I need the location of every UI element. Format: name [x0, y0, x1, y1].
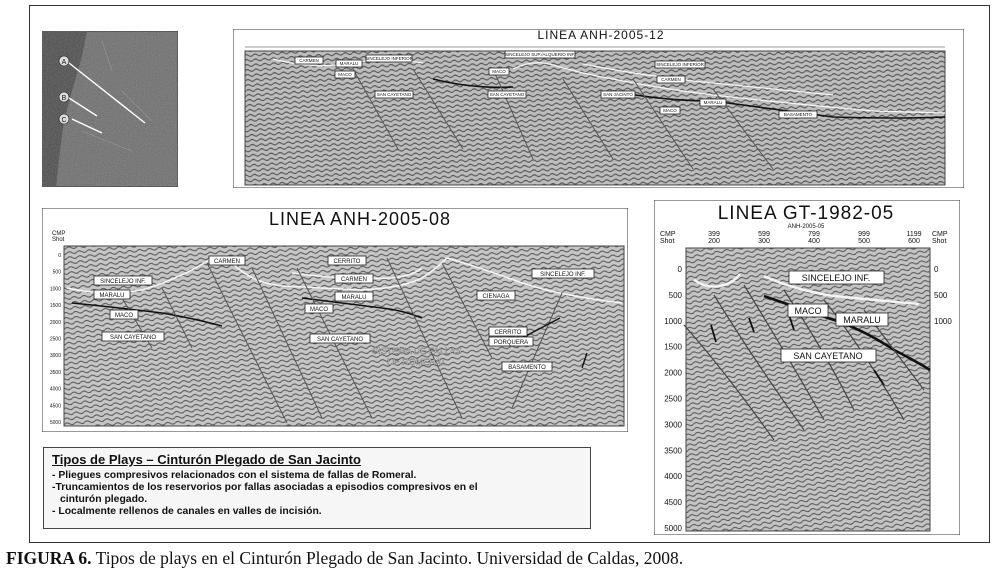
legend-item: - Pliegues compresivos relacionados con el sistema de fallas de Romeral. [52, 470, 417, 481]
section-left-depth-tick-2000: 2000 [49, 319, 61, 326]
section-top-label-san-cayetano: SAN CAYETANO [376, 92, 412, 97]
section-right-depth-tick-r-500: 500 [934, 291, 948, 300]
section-right-shot-value: 200 [708, 238, 720, 245]
section-top-label-carmen-2: CARMEN [661, 77, 681, 82]
section-left-depth-tick-4500: 4500 [49, 403, 61, 410]
section-left-cmp-label: CMP [52, 231, 66, 237]
section-left-label-porquera: PORQUERA [493, 340, 529, 346]
section-top-label-sincelejo-inferior: SINCELEJO INFERIOR [365, 56, 413, 61]
section-right-depth-tick-4500: 4500 [664, 498, 682, 508]
section-right-depth-tick-2000: 2000 [664, 368, 682, 378]
section-right-cmp-value: 599 [758, 231, 770, 238]
section-left-depth-tick-4000: 4000 [49, 386, 61, 393]
section-left-label-maco-2: MACO [310, 307, 328, 313]
section-right-depth-tick-4000: 4000 [664, 472, 682, 482]
section-left-label-san-cayetano: SAN CAYETANO [109, 335, 157, 341]
section-right-depth-tick-5000: 5000 [664, 524, 682, 533]
section-right-cmp-value: 1199 [906, 231, 922, 238]
section-left-depth-tick-2500: 2500 [49, 336, 61, 343]
legend-item: - Localmente rellenos de canales en valles de incisión. [52, 506, 322, 517]
section-top-label-maco: MACO [338, 72, 352, 77]
section-left-label-sincelejo-inf: SINCELEJO INF. [100, 279, 146, 285]
location-map [42, 31, 178, 187]
section-right-subtitle: ANH-2005-05 [787, 224, 825, 230]
section-right-depth-tick-3000: 3000 [664, 420, 682, 430]
section-right-shot-value: 400 [808, 238, 820, 245]
section-top-label-san-cayetano-2: SAN CAYETANO [489, 92, 525, 97]
section-left-label-cerrito: CERRITO [333, 259, 361, 265]
section-top-label-maralu-2: MARALU [703, 100, 723, 105]
section-right-label-sincelejo-inf: SINCELEJO INF. [801, 273, 871, 283]
section-right-title: LINEA GT-1982-05 [717, 203, 895, 224]
section-left-label-carmen: CARMEN [213, 259, 241, 265]
section-left-depth-tick-500: 500 [52, 269, 61, 276]
figure-caption [6, 548, 683, 569]
section-left-label-carmen-2: CARMEN [340, 277, 368, 283]
section-right-depth-tick-0: 0 [677, 265, 682, 274]
section-top-label-san-jacinto: SAN JACINTO [603, 92, 633, 97]
section-left-label-maco: MACO [115, 313, 133, 319]
section-left-label-maralu: MARALU [99, 293, 125, 299]
section-left-depth-tick-3000: 3000 [49, 353, 61, 360]
section-right-depth-tick-r-0: 0 [934, 265, 939, 274]
seismic-section-anh-2005-12 [233, 29, 964, 188]
caption-label: FIGURA 6. [6, 548, 92, 568]
section-left-shot-label: Shot [52, 237, 65, 243]
section-right-depth-tick-500: 500 [668, 290, 682, 300]
section-right-label-san-cayetano: SAN CAYETANO [793, 351, 863, 361]
map-label-b: B [61, 95, 67, 102]
section-top-svg [233, 29, 964, 188]
section-right-shot-value: 600 [908, 238, 920, 245]
legend-title: Tipos de Plays – Cinturón Plegado de San Jacinto [52, 452, 361, 467]
section-top-label-sincelejo-inferior-2: SINCELEJO INFERIOR [656, 62, 704, 67]
section-right-cmp-label: CMP [660, 231, 676, 238]
section-right-depth-tick-1500: 1500 [664, 342, 682, 352]
section-top-label-maralu: MARALU [339, 61, 359, 66]
section-left-label-cienaga: CIENAGA [482, 294, 510, 300]
section-right-cmp-value: 799 [808, 231, 820, 238]
section-left-label-de-romeral: DE ROMERAL [387, 357, 447, 367]
section-left-label-sincelejo-inf-2: SINCELEJO INF. [540, 272, 586, 278]
section-right-shot-value: 300 [758, 238, 770, 245]
section-left-depth-tick-0: 0 [58, 253, 61, 259]
section-top-label-basamento: BASAMENTO [783, 112, 813, 117]
section-left-depth-tick-3500: 3500 [49, 369, 61, 376]
plays-legend-box [43, 447, 591, 529]
section-right-cmp-label-right: CMP [932, 231, 948, 238]
section-left-depth-tick-1500: 1500 [49, 303, 61, 310]
section-top-label-maco-2: MACO [492, 69, 506, 74]
section-top-label-carmen: CARMEN [299, 58, 319, 63]
section-top-label-maco-3: MACO [663, 108, 677, 113]
section-right-depth-tick-r-1000: 1000 [934, 317, 952, 326]
section-left-title: LINEA ANH-2005-08 [268, 209, 452, 229]
seismic-section-anh-2005-08 [42, 208, 628, 432]
section-right-depth-tick-1000: 1000 [664, 316, 682, 326]
section-top-title: LINEA ANH-2005-12 [537, 29, 665, 42]
section-right-shot-label: Shot [660, 238, 675, 245]
section-right-cmp-value: 399 [708, 231, 720, 238]
section-left-label-maralu-2: MARALU [341, 295, 367, 301]
section-right-depth-tick-2500: 2500 [664, 394, 682, 404]
section-left-label-cerrito-2: CERRITO [494, 330, 522, 336]
seismic-section-gt-1982-05 [654, 200, 960, 535]
map-label-a: A [61, 59, 67, 66]
section-left-label-basamento: BASAMENTO [508, 365, 546, 371]
section-right-shot-value: 500 [858, 238, 870, 245]
section-left-label-san-cayetano-2: SAN CAYETANO [316, 337, 364, 343]
map-svg [42, 31, 178, 187]
legend-item: -Truncamientos de los reservorios por fallas asociadas a episodios compresivos en el [52, 482, 478, 493]
section-left-depth-tick-5000: 5000 [49, 420, 61, 426]
map-label-c: C [61, 117, 67, 124]
section-right-label-maco: MACO [794, 306, 822, 316]
section-right-depth-tick-3500: 3500 [664, 446, 682, 456]
section-left-svg [42, 208, 628, 432]
section-left-depth-tick-1000: 1000 [49, 286, 61, 293]
section-left-label-sistema-de-fallas: SISTEMA DE FALLAS [372, 346, 462, 356]
caption-text: Tipos de plays en el Cinturón Plegado de San Jacinto. Universidad de Caldas, 2008. [91, 548, 684, 568]
section-right-cmp-value: 999 [858, 231, 870, 238]
section-right-label-maralu: MARALU [843, 315, 881, 325]
section-right-shot-label-right: Shot [932, 238, 947, 245]
section-top-label-sincelejo-sup: SINCELEJO SUP./ALQUERIO INF. [505, 52, 575, 57]
section-right-svg [654, 200, 960, 535]
legend-item: cinturón plegado. [60, 494, 148, 505]
